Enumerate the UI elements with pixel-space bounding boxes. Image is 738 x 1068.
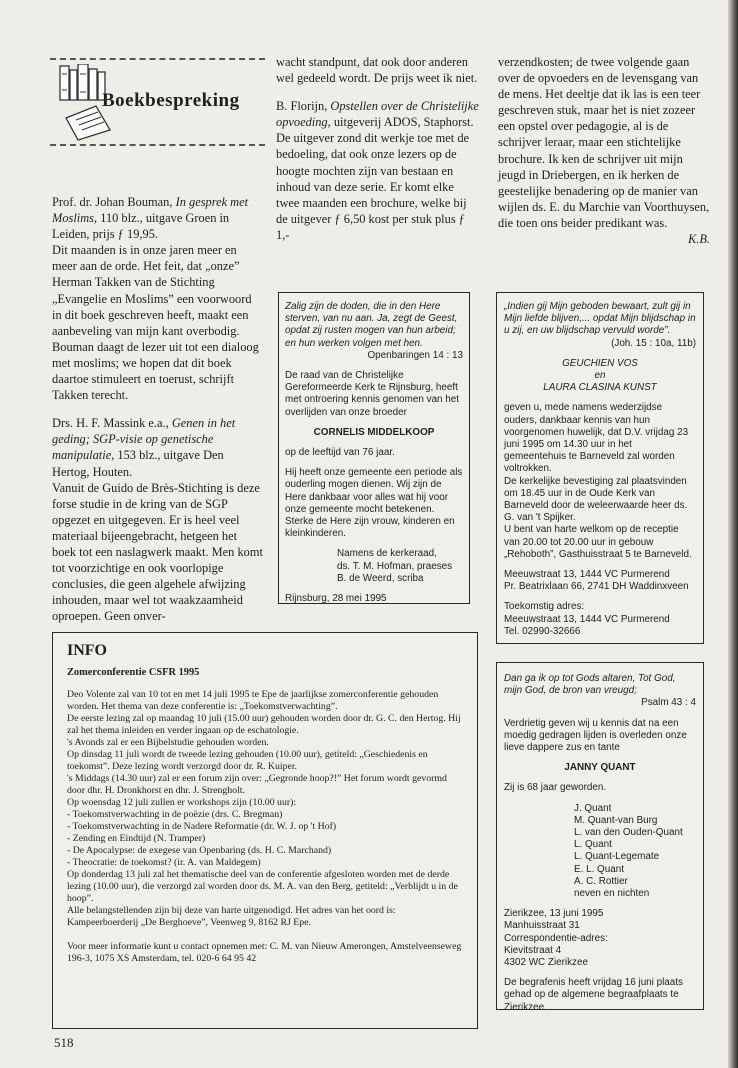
wedding-telephone: Tel. 02990-32666 — [504, 625, 581, 637]
review-3 — [276, 98, 480, 130]
obituary-verse-ref: Openbaringen 14 : 13 — [367, 349, 463, 361]
heading-top-rule — [50, 58, 265, 60]
wedding-verse: „Indien gij Mijn geboden bewaart, zult gij in Mijn liefde blijven,... opdat Mijn blijdschap in u zij, en uw blijdschap vervuld worde”. — [504, 301, 696, 337]
obituary-quant — [496, 662, 704, 1013]
review-2-details: 153 blz., uitgave Den Hertog, Houten. — [52, 448, 224, 479]
obituary-signature-line: Namens de kerkeraad, — [337, 548, 437, 560]
review-1-body: Dit maanden is in onze jaren meer en meer aan de orde. Het feit, dat „onze” Herman Takken van de Stichting „Evangelie en Moslims” een voorwoord in dit boek geschreven heeft, maakt een aanbeveling van mijn kant overbodig. Bouman daagt de lezer uit tot een dialoog met moslims; we hopen dat dit boek daartoe stimuleert en toerust, schrijft Takken terecht. — [52, 243, 259, 403]
obituary-signature-line: B. de Weerd, scriba — [337, 572, 424, 584]
info-contact: Voor meer informatie kunt u contact opnemen met: C. M. van Nieuw Amerongen, Amstelveenseweg 196-3, 1075 XS Amsterdam, tel. 020-6 64 95 42 — [67, 941, 462, 964]
review-2-author: Drs. H. F. Massink e.a., — [52, 416, 169, 431]
page-number: 518 — [54, 1035, 74, 1050]
wedding-body: geven u, mede namens wederzijdse ouders, dankbaar kennis van hun voorgenomen huwelijk, dat D.V. vrijdag 23 juni 1995 om 14.30 uur in het gemeentehuis te Barneveld zal worden voltrokken. — [504, 402, 689, 475]
family-member: A. C. Rottier — [574, 875, 628, 887]
heading-bottom-rule — [50, 144, 265, 146]
review-2-title: Genen in het geding; SGP-visie op genetische manipulatie, — [52, 416, 236, 463]
wedding-ceremony: De kerkelijke bevestiging zal plaatsvinden om 18.45 uur in de Oude Kerk van Barneveld door de weleerwaarde heer ds. G. van 't Spijker. — [504, 475, 688, 524]
info-subtitle: Zomerconferentie CSFR 1995 — [67, 667, 200, 678]
book-review-heading — [52, 64, 264, 142]
info-line: Op donderdag 13 juli zal het thematische deel van de conferentie afgesloten worden met de derde lezing (10.00 uur), die verzorgd zal worden door ds. M. A. van den Berg, getiteld: „Verblijdt u in de hoop”. — [67, 869, 458, 904]
family-member: L. van den Ouden-Quant — [574, 827, 683, 839]
wedding-reception: U bent van harte welkom op de receptie van 20.00 tot 20.00 uur in gebouw „Rehoboth”, Gasthuisstraat 5 te Barneveld. — [504, 524, 692, 560]
info-line: 's Avonds zal er een Bijbelstudie gehouden worden. — [67, 737, 269, 748]
quant-family-list — [504, 803, 696, 901]
obituary-place-date: Rijnsburg, 28 mei 1995 — [285, 593, 387, 605]
wedding-announcement — [496, 292, 704, 644]
review-2-body: Vanuit de Guido de Brès-Stichting is deze forse studie in de kring van de SGP opgezet en uitgegeven. Er is heel veel materiaal bijeengebracht, hetgeen het boek tot een naslagwerk maakt. Men komt tot voorzichtige en ook voorlopige conclusies, die geen algehele afwijzing inhouden, maar wel tot waakzaamheid oproepen. Geen onver- — [52, 480, 263, 624]
info-line: Alle belangstellenden zijn bij deze van harte uitgenodigd. Het adres van het oord is: Kampeerboerderij „De Berghoeve”, Veenweg 9, 8162 RJ Epe. — [67, 905, 396, 928]
quant-age: Zij is 68 jaar geworden. — [504, 782, 607, 794]
review-1-author: Prof. dr. Johan Bouman, — [52, 195, 173, 209]
obituary-age: op de leeftijd van 76 jaar. — [285, 447, 395, 459]
quant-correspondence-label: Correspondentie-adres: — [504, 932, 608, 944]
column-1 — [52, 194, 264, 624]
info-line: - Theocratie: de toekomst? (ir. A. van Maldegem) — [67, 857, 261, 868]
future-address-label: Toekomstig adres: — [504, 601, 585, 613]
review-2 — [52, 415, 264, 479]
obituary-verse: Zalig zijn de doden, die in den Here sterven, van nu aan. Ja, zegt de Geest, opdat zij rusten mogen van hun arbeid; en hun werken volgen met hen. — [285, 301, 458, 349]
review-3-continued: verzendkosten; de twee volgende gaan over de opvoeders en de levensgang van de mens. Het deeltje dat ik las is een teer geschreven stuk, maar het is niet zozeer een opstel over pedagogie, al is de schrijver leraar, maar een stichtelijke brochure. Ik ken de schrijver uit mijn jeugd in Driebergen, en ik herken de geestelijke benadering op de manier van wijlen ds. E. du Marchie van Voorthuysen, die toen ons beider predikant was. — [498, 55, 710, 230]
info-body — [67, 689, 463, 929]
wedding-address: Meeuwstraat 13, 1444 VC Purmerend — [504, 569, 670, 581]
info-line: - Zending en Eindtijd (N. Tramper) — [67, 833, 206, 844]
review-signature: K.B. — [687, 232, 710, 247]
family-member: E. L. Quant — [574, 863, 624, 875]
obituary-signature-line: ds. T. M. Hofman, praeses — [337, 560, 453, 572]
quant-funeral: De begrafenis heeft vrijdag 16 juni plaats gehad op de algemene begraafplaats te Zierikzee. — [504, 977, 683, 1013]
family-member: L. Quant-Legemate — [574, 851, 660, 863]
obituary-intro: De raad van de Christelijke Gereformeerde Kerk te Rijnsburg, heeft met ontroering kennis genomen van het overlijden van onze broeder — [285, 370, 460, 418]
review-2-continued: wacht standpunt, dat ook door anderen wel gedeeld wordt. De prijs weet ik niet. — [276, 55, 478, 86]
info-line: - De Apocalypse: de exegese van Openbaring (ds. H. C. Marchand) — [67, 845, 332, 856]
review-1-title: In gesprek met Moslims, — [52, 195, 249, 226]
review-1 — [52, 194, 264, 242]
info-box — [52, 632, 478, 1029]
quant-place-date: Zierikzee, 13 juni 1995 — [504, 908, 604, 920]
quant-intro: Verdrietig geven wij u kennis dat na een moedig gedragen lijden is overleden onze lieve dappere zus en tante — [504, 717, 687, 754]
quant-verse: Dan ga ik op tot Gods altaren, Tot God, mijn God, de bron van vreugd; — [504, 673, 676, 697]
info-line: 's Middags (14.30 uur) zal er een forum zijn over: „Gegronde hoop?!” Het forum wordt gevormd door dhr. H. Dronkhorst en dhr. J. Strengholt. — [67, 773, 447, 796]
info-line: - Toekomstverwachting in de poëzie (drs. C. Bregman) — [67, 809, 283, 820]
review-3-details: uitgeverij ADOS, Staphorst. — [333, 115, 474, 130]
obituary-name: CORNELIS MIDDELKOOP — [313, 426, 435, 438]
quant-address: Manhuisstraat 31 — [504, 920, 580, 932]
info-line: Op woensdag 12 juli zullen er workshops zijn (10.00 uur): — [67, 797, 297, 808]
column-2 — [276, 54, 480, 243]
review-1-details: 110 blz., uitgave Groen in Leiden, prijs ƒ 19,95. — [52, 211, 230, 242]
obituary-middelkoop — [278, 292, 470, 604]
review-3-title: Opstellen over de Christelijke opvoeding, — [276, 99, 479, 130]
info-title: INFO — [67, 642, 107, 659]
family-member: M. Quant-van Burg — [574, 814, 658, 826]
future-address: Meeuwstraat 13, 1444 VC Purmerend — [504, 613, 670, 625]
quant-correspondence-address: Kievitstraat 4 — [504, 944, 562, 956]
info-line: Op dinsdag 11 juli wordt de tweede lezing gehouden (10.00 uur), getiteld: „Geschiedenis en toekomst”. Deze lezing wordt verzorgd door dr. R. Kuiper. — [67, 749, 428, 772]
obituary-condolence: Sterke de Here zijn vrouw, kinderen en kleinkinderen. — [285, 516, 455, 540]
bride-name: LAURA CLASINA KUNST — [543, 382, 657, 394]
quant-name: JANNY QUANT — [564, 762, 636, 774]
info-line: Deo Volente zal van 10 tot en met 14 juli 1995 te Epe de jaarlijkse zomerconferentie gehouden worden. Het thema van deze conferentie is: „Toekomstverwachting”. — [67, 689, 439, 712]
info-line: De eerste lezing zal op maandag 10 juli (15.00 uur) gehouden worden door dr. G. C. den Hertog. Hij zal het thema inleiden en verder ingaan op de eschatologie. — [67, 713, 461, 736]
groom-name: GEUCHIEN VOS — [562, 357, 638, 369]
column-3 — [498, 54, 710, 247]
obituary-body: Hij heeft onze gemeente een periode als ouderling mogen dienen. Wij zijn de Here dankbaar voor alles wat hij voor onze gemeente mocht betekenen. — [285, 467, 463, 515]
info-line: - Toekomstverwachting in de Nadere Reformatie (dr. W. J. op 't Hof) — [67, 821, 337, 832]
page-edge-shadow — [728, 0, 738, 1068]
quant-verse-ref: Psalm 43 : 4 — [641, 697, 696, 709]
review-3-author: B. Florijn, — [276, 99, 328, 114]
wedding-address: Pr. Beatrixlaan 66, 2741 DH Waddinxveen — [504, 581, 689, 593]
heading-title: Boekbespreking — [102, 90, 240, 111]
family-member: L. Quant — [574, 839, 612, 851]
wedding-conjunction: en — [594, 370, 606, 382]
family-member: J. Quant — [574, 802, 612, 814]
quant-correspondence-address: 4302 WC Zierikzee — [504, 957, 588, 969]
family-member: neven en nichten — [574, 888, 650, 900]
review-3-body: De uitgever zond dit werkje toe met de bedoeling, dat ook onze lezers op de hoogte mochten zijn van bestaan en inhoud van deze serie. Er komt elke twee maanden een brochure, welke bij de uitgever ƒ 6,50 kost per stuk plus ƒ 1,- — [276, 131, 470, 242]
wedding-verse-ref: (Joh. 15 : 10a, 11b) — [611, 337, 696, 349]
